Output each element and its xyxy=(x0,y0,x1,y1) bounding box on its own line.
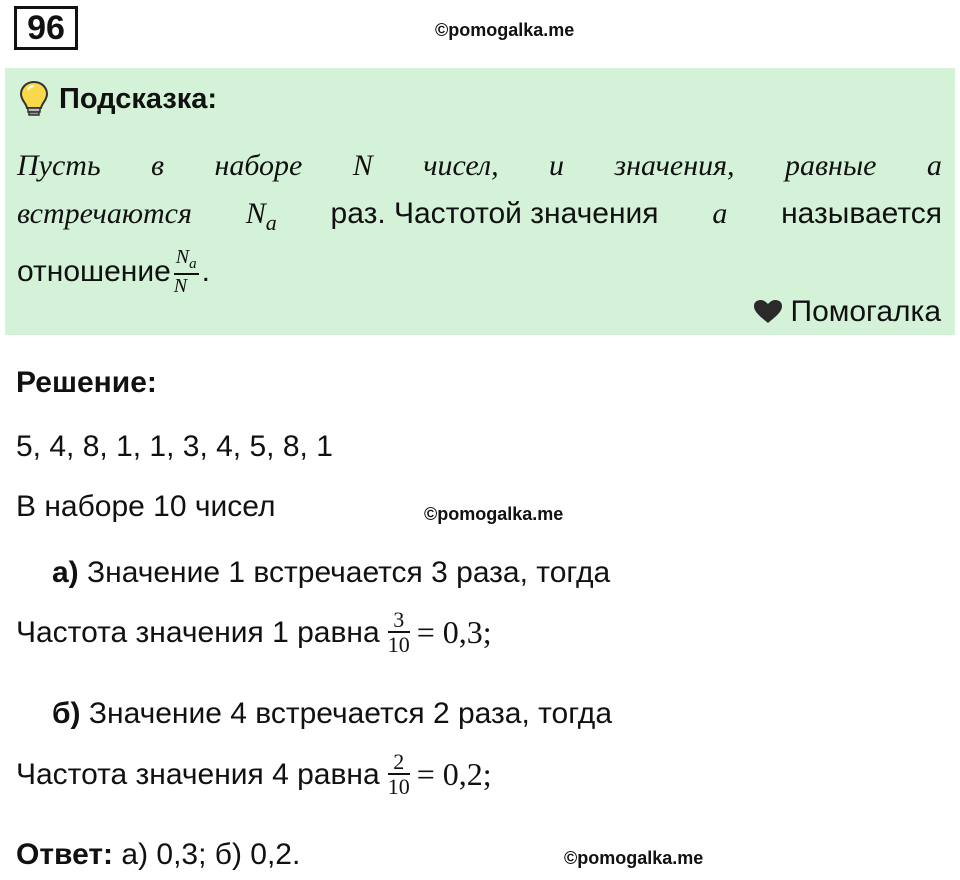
hint-word: встречаются xyxy=(17,197,192,230)
hint-period: . xyxy=(201,254,210,288)
number-set: 5, 4, 8, 1, 1, 3, 4, 5, 8, 1 xyxy=(16,430,333,463)
hint-line-1 xyxy=(17,142,942,190)
hint-text-part: отношение xyxy=(17,254,171,288)
answer-line xyxy=(16,838,300,872)
hint-body xyxy=(17,142,942,297)
brand-signature xyxy=(753,295,942,329)
lightbulb-icon xyxy=(19,80,49,118)
hint-line-2 xyxy=(17,190,942,247)
part-b-result: = 0,2; xyxy=(416,756,492,793)
brand-name: Помогалка xyxy=(790,295,941,328)
part-b-line xyxy=(52,697,612,731)
part-a-text: Значение 1 встречается 3 раза, тогда xyxy=(87,556,611,589)
answer-text: а) 0,3; б) 0,2. xyxy=(121,838,301,871)
count-text: В наборе 10 чисел xyxy=(16,490,276,523)
hint-word: значения, xyxy=(614,149,735,182)
hint-box xyxy=(5,68,955,335)
task-number: 96 xyxy=(14,6,78,50)
solution-title: Решение: xyxy=(16,366,157,399)
part-a-label: а) xyxy=(52,556,79,589)
hint-symbol-a: a xyxy=(712,197,728,230)
hint-fraction: $\frac{N_a}{N}$ xyxy=(173,246,197,297)
hint-title: Подсказка: xyxy=(59,82,218,115)
part-b-fraction: $\frac{2}{10}$ xyxy=(387,749,410,800)
part-a-freq-text: Частота значения 1 равна xyxy=(16,615,380,649)
part-a-result: = 0,3; xyxy=(416,614,492,651)
part-b-label: б) xyxy=(52,697,81,730)
watermark-bottom: ©pomogalka.me xyxy=(564,848,704,868)
part-b-text: Значение 4 встречается 2 раза, тогда xyxy=(88,697,612,730)
hint-symbol-n: N xyxy=(352,149,373,182)
hint-word: Пусть xyxy=(17,149,101,182)
hint-symbol-na: $N_a$ xyxy=(245,197,277,235)
part-b-frequency xyxy=(16,750,492,799)
hint-word: наборе xyxy=(214,149,303,182)
hint-line-3 xyxy=(17,247,942,297)
hint-symbol-a: a xyxy=(926,149,942,182)
part-a-line xyxy=(52,556,610,590)
hint-header xyxy=(19,80,217,118)
hint-word: и xyxy=(548,149,564,182)
watermark-middle: ©pomogalka.me xyxy=(424,504,564,524)
part-b-freq-text: Частота значения 4 равна xyxy=(16,757,380,791)
hint-text-part: называется xyxy=(781,197,942,230)
hint-word: равные xyxy=(784,149,877,182)
hint-word: в xyxy=(151,149,165,182)
heart-icon xyxy=(753,299,783,325)
hint-word: чисел, xyxy=(423,149,499,182)
part-a-frequency xyxy=(16,608,492,657)
watermark-top: ©pomogalka.me xyxy=(435,20,575,40)
hint-text-part: раз. Частотой значения xyxy=(330,197,659,230)
part-a-fraction: $\frac{3}{10}$ xyxy=(387,607,410,658)
answer-label: Ответ: xyxy=(16,838,114,871)
